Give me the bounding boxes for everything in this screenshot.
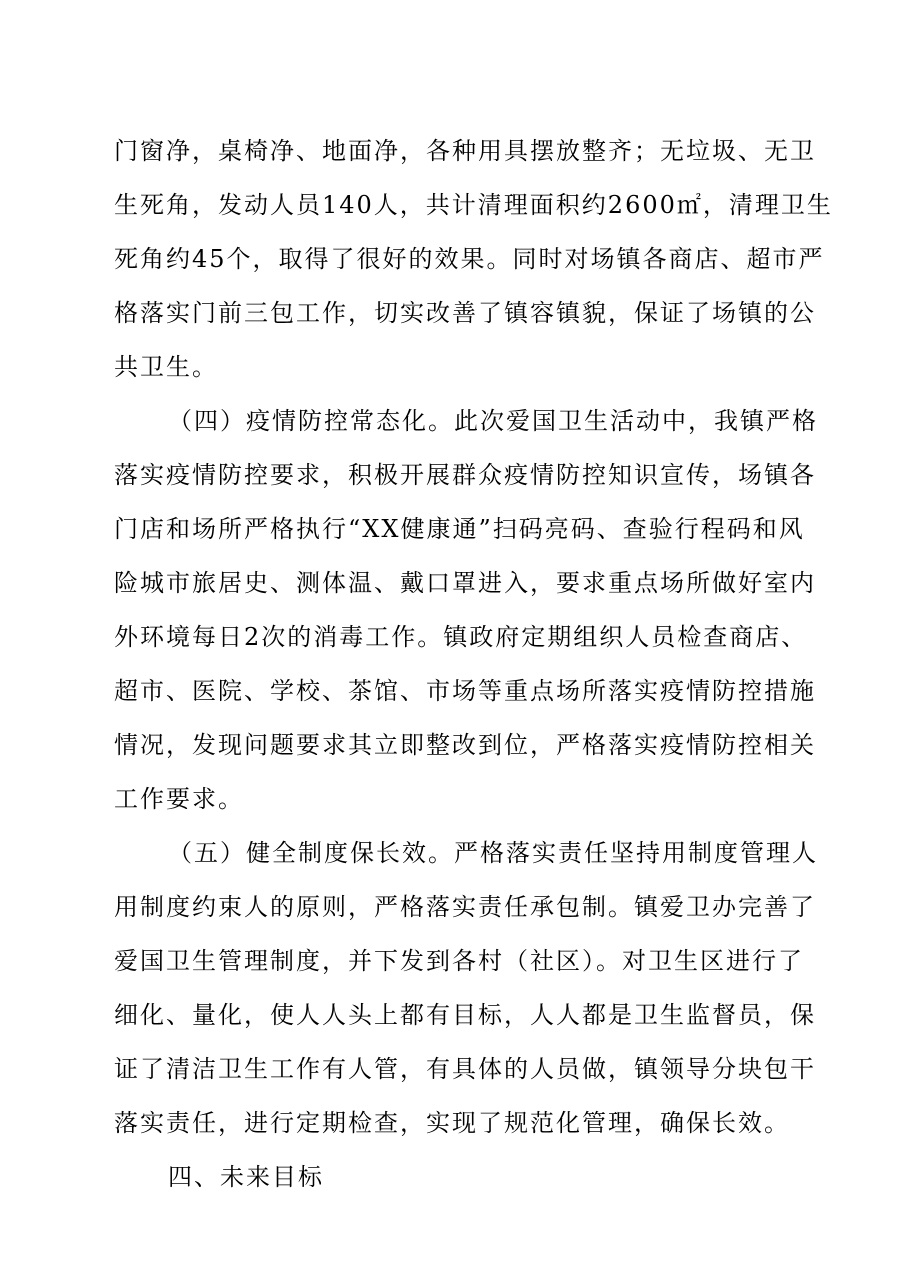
text-line: 情况，发现问题要求其立即整改到位，严格落实疫情防控相关 bbox=[114, 731, 816, 759]
text-line: 门店和场所严格执行“XX健康通”扫码亮码、查验行程码和风 bbox=[114, 515, 805, 543]
text-line: 险城市旅居史、测体温、戴口罩进入，要求重点场所做好室内 bbox=[114, 569, 816, 597]
text-line: （五）健全制度保长效。严格落实责任坚持用制度管理人 bbox=[168, 839, 818, 867]
text-line: 共卫生。 bbox=[114, 353, 218, 381]
text-line: 超市、医院、学校、茶馆、市场等重点场所落实疫情防控措施 bbox=[114, 677, 816, 705]
text-line: （四）疫情防控常态化。此次爱国卫生活动中，我镇严格 bbox=[168, 407, 818, 435]
text-line: 门窗净，桌椅净、地面净，各种用具摆放整齐；无垃圾、无卫 bbox=[114, 137, 816, 165]
text-line: 格落实门前三包工作，切实改善了镇容镇貌，保证了场镇的公 bbox=[114, 299, 816, 327]
text-line: 工作要求。 bbox=[114, 785, 244, 813]
text-line: 细化、量化，使人人头上都有目标，人人都是卫生监督员，保 bbox=[114, 1001, 816, 1029]
text-line: 外环境每日2次的消毒工作。镇政府定期组织人员检查商店、 bbox=[114, 623, 808, 651]
text-line: 落实责任，进行定期检查，实现了规范化管理，确保长效。 bbox=[114, 1109, 790, 1137]
text-line: 死角约45个，取得了很好的效果。同时对场镇各商店、超市严 bbox=[114, 245, 825, 273]
document-body bbox=[114, 124, 833, 1204]
text-line: 生死角，发动人员140人，共计清理面积约2600㎡，清理卫生 bbox=[114, 191, 833, 219]
text-line: 爱国卫生管理制度，并下发到各村（社区）。对卫生区进行了 bbox=[114, 947, 804, 975]
text-line: 落实疫情防控要求，积极开展群众疫情防控知识宣传，场镇各 bbox=[114, 461, 816, 489]
text-line: 用制度约束人的原则，严格落实责任承包制。镇爱卫办完善了 bbox=[114, 893, 816, 921]
text-line: 证了清洁卫生工作有人管，有具体的人员做，镇领导分块包干 bbox=[114, 1055, 816, 1083]
section-heading: 四、未来目标 bbox=[168, 1163, 324, 1191]
